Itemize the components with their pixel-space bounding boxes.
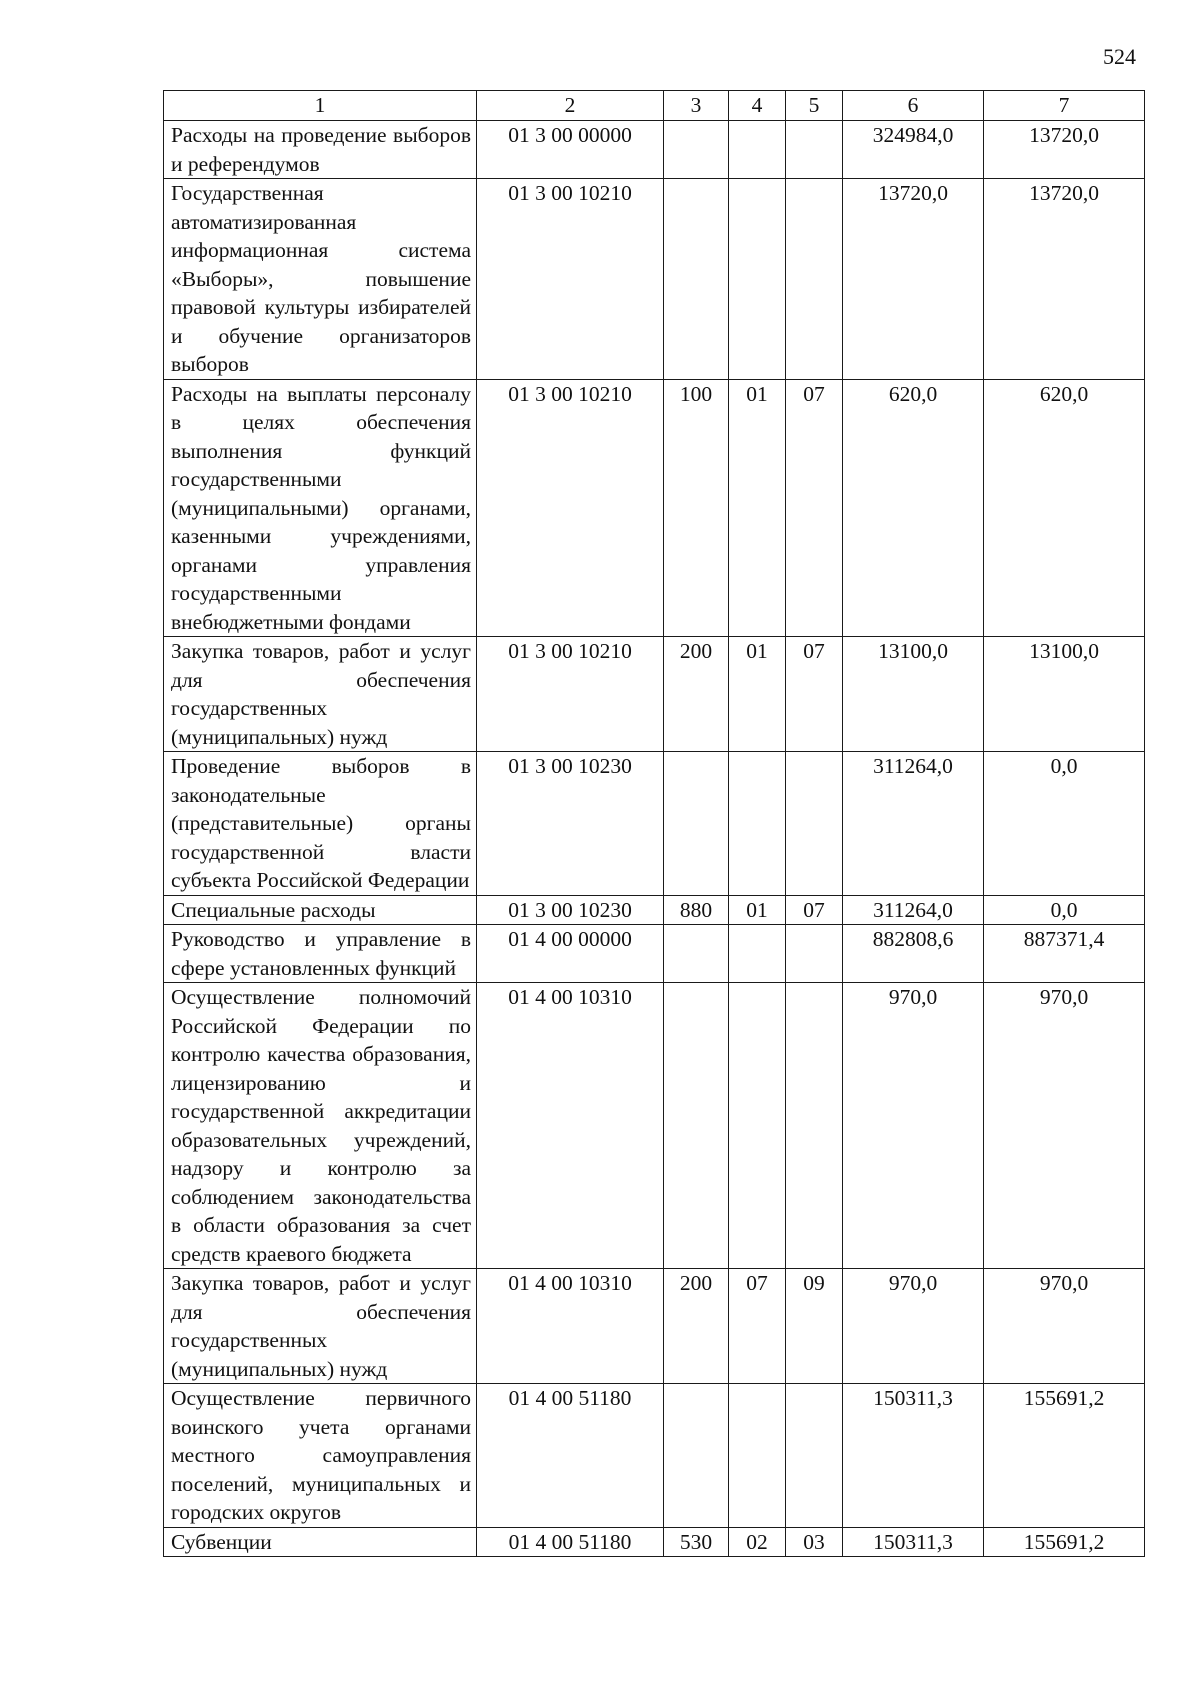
row-name-cell: Расходы на проведение выборов и референдумов	[164, 121, 477, 179]
page-number: 524	[1103, 44, 1136, 69]
row-col4-cell	[729, 752, 786, 896]
row-name-cell: Руководство и управление в сфере установленных функций	[164, 925, 477, 983]
row-code-cell: 01 4 00 10310	[477, 983, 664, 1269]
row-col4-cell: 02	[729, 1527, 786, 1557]
row-col7-amount-cell: 970,0	[984, 983, 1145, 1269]
row-col6-amount-cell: 150311,3	[843, 1527, 984, 1557]
row-col7-amount-cell: 155691,2	[984, 1527, 1145, 1557]
row-col3-cell	[664, 925, 729, 983]
row-col5-cell	[786, 1384, 843, 1528]
row-col4-cell: 01	[729, 637, 786, 752]
row-col5-cell	[786, 983, 843, 1269]
row-col4-cell	[729, 925, 786, 983]
row-col7-amount-cell: 13720,0	[984, 121, 1145, 179]
row-col7-amount-cell: 13720,0	[984, 179, 1145, 380]
row-name-cell: Субвенции	[164, 1527, 477, 1557]
row-col3-cell	[664, 983, 729, 1269]
header-row	[164, 91, 1145, 121]
column-header-3: 3	[664, 91, 729, 121]
row-col3-cell: 200	[664, 637, 729, 752]
row-col6-amount-cell: 970,0	[843, 983, 984, 1269]
table-row	[164, 983, 1145, 1269]
row-col3-cell: 880	[664, 895, 729, 925]
row-col6-amount-cell: 324984,0	[843, 121, 984, 179]
row-col4-cell	[729, 179, 786, 380]
table-row	[164, 379, 1145, 637]
row-col7-amount-cell: 887371,4	[984, 925, 1145, 983]
row-col6-amount-cell: 970,0	[843, 1269, 984, 1384]
row-col5-cell	[786, 179, 843, 380]
row-col4-cell: 01	[729, 379, 786, 637]
row-code-cell: 01 3 00 10210	[477, 637, 664, 752]
row-col4-cell	[729, 121, 786, 179]
row-name-cell: Закупка товаров, работ и услуг для обеспечения государственных (муниципальных) нужд	[164, 1269, 477, 1384]
row-col7-amount-cell: 0,0	[984, 752, 1145, 896]
row-name-cell: Проведение выборов в законодательные (представительные) органы государственной власти субъекта Российской Федерации	[164, 752, 477, 896]
column-header-1: 1	[164, 91, 477, 121]
row-name-cell: Осуществление первичного воинского учета органами местного самоуправления поселений, муниципальных и городских округов	[164, 1384, 477, 1528]
row-col4-cell: 01	[729, 895, 786, 925]
table-row	[164, 925, 1145, 983]
table-row	[164, 1384, 1145, 1528]
row-code-cell: 01 3 00 10230	[477, 895, 664, 925]
row-col5-cell	[786, 121, 843, 179]
row-col7-amount-cell: 620,0	[984, 379, 1145, 637]
row-name-cell: Осуществление полномочий Российской Федерации по контролю качества образования, лицензированию и государственной аккредитации образовательных учреждений, надзору и контролю за соблюдением законодательства в области образования за счет средств краевого бюджета	[164, 983, 477, 1269]
budget-table	[163, 90, 1145, 1557]
row-code-cell: 01 4 00 00000	[477, 925, 664, 983]
row-col6-amount-cell: 311264,0	[843, 752, 984, 896]
table-row	[164, 179, 1145, 380]
row-col5-cell	[786, 925, 843, 983]
row-col6-amount-cell: 13100,0	[843, 637, 984, 752]
row-col4-cell	[729, 983, 786, 1269]
row-col6-amount-cell: 311264,0	[843, 895, 984, 925]
row-col3-cell	[664, 752, 729, 896]
row-col6-amount-cell: 13720,0	[843, 179, 984, 380]
row-code-cell: 01 3 00 00000	[477, 121, 664, 179]
column-header-5: 5	[786, 91, 843, 121]
row-col4-cell	[729, 1384, 786, 1528]
table-row	[164, 121, 1145, 179]
row-code-cell: 01 3 00 10210	[477, 379, 664, 637]
row-col3-cell	[664, 1384, 729, 1528]
row-col3-cell	[664, 179, 729, 380]
row-col7-amount-cell: 0,0	[984, 895, 1145, 925]
row-col6-amount-cell: 882808,6	[843, 925, 984, 983]
row-col5-cell: 07	[786, 637, 843, 752]
row-code-cell: 01 3 00 10230	[477, 752, 664, 896]
row-col5-cell: 07	[786, 895, 843, 925]
row-code-cell: 01 3 00 10210	[477, 179, 664, 380]
row-code-cell: 01 4 00 10310	[477, 1269, 664, 1384]
row-col5-cell: 03	[786, 1527, 843, 1557]
table-row	[164, 895, 1145, 925]
row-col4-cell: 07	[729, 1269, 786, 1384]
column-header-4: 4	[729, 91, 786, 121]
row-col3-cell: 200	[664, 1269, 729, 1384]
table-row	[164, 1527, 1145, 1557]
row-col3-cell	[664, 121, 729, 179]
row-name-cell: Государственная автоматизированная информационная система «Выборы», повышение правовой культуры избирателей и обучение организаторов выборов	[164, 179, 477, 380]
row-col7-amount-cell: 155691,2	[984, 1384, 1145, 1528]
row-name-cell: Специальные расходы	[164, 895, 477, 925]
row-col5-cell: 07	[786, 379, 843, 637]
table-body	[164, 121, 1145, 1557]
row-col7-amount-cell: 13100,0	[984, 637, 1145, 752]
table-row	[164, 637, 1145, 752]
row-col3-cell: 100	[664, 379, 729, 637]
row-code-cell: 01 4 00 51180	[477, 1384, 664, 1528]
column-header-7: 7	[984, 91, 1145, 121]
row-col6-amount-cell: 150311,3	[843, 1384, 984, 1528]
row-col3-cell: 530	[664, 1527, 729, 1557]
row-col5-cell: 09	[786, 1269, 843, 1384]
row-name-cell: Расходы на выплаты персоналу в целях обеспечения выполнения функций государственными (муниципальными) органами, казенными учреждениями, органами управления государственными внебюджетными фондами	[164, 379, 477, 637]
row-col5-cell	[786, 752, 843, 896]
column-header-6: 6	[843, 91, 984, 121]
row-col6-amount-cell: 620,0	[843, 379, 984, 637]
column-header-2: 2	[477, 91, 664, 121]
table-row	[164, 752, 1145, 896]
table-row	[164, 1269, 1145, 1384]
row-col7-amount-cell: 970,0	[984, 1269, 1145, 1384]
row-code-cell: 01 4 00 51180	[477, 1527, 664, 1557]
row-name-cell: Закупка товаров, работ и услуг для обеспечения государственных (муниципальных) нужд	[164, 637, 477, 752]
